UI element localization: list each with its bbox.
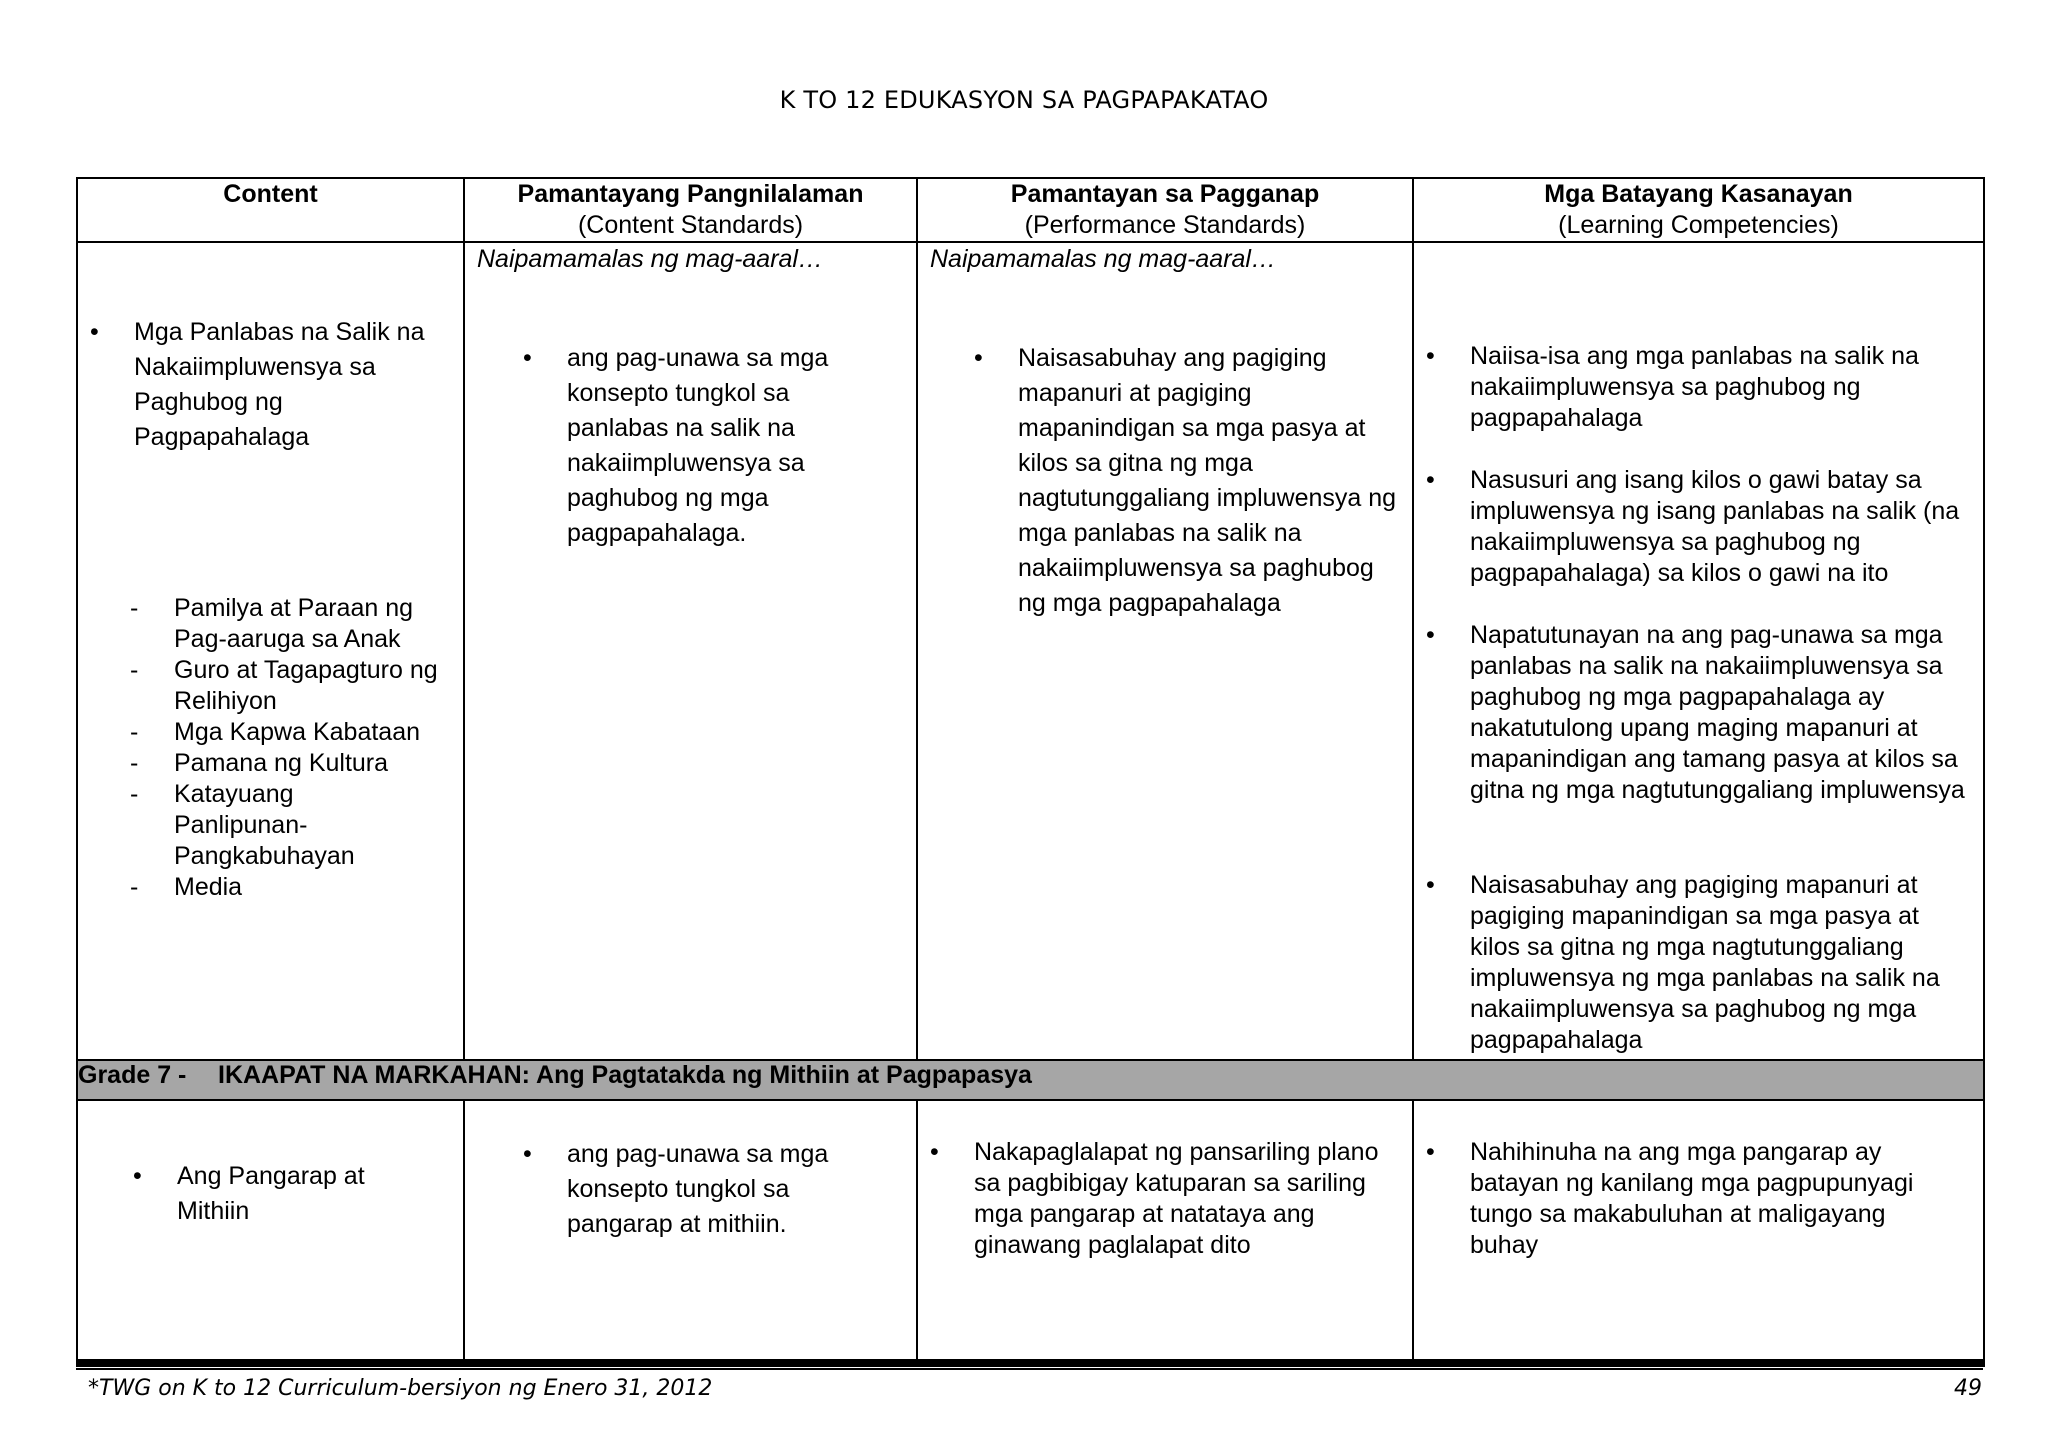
header-content-standards: Pamantayang Pangnilalaman (Content Standards) xyxy=(464,178,917,242)
competencies-cell xyxy=(1413,242,1984,1060)
bullet-icon: • xyxy=(523,344,532,372)
list-item: - Mga Kapwa Kabataan xyxy=(130,718,421,746)
document-title: K TO 12 EDUKASYON SA PAGPAPAKATAO xyxy=(779,86,1269,114)
header-performance-standards: Pamantayan sa Pagganap (Performance Standards) xyxy=(917,178,1413,242)
bullet-icon: • xyxy=(523,1140,532,1168)
list-item: - Pamilya at Paraan ng Pag-aaruga sa Anak xyxy=(130,594,414,653)
footer-divider xyxy=(76,1368,1983,1370)
bullet-icon: • xyxy=(1426,466,1435,494)
header-learning-competencies: Mga Batayang Kasanayan (Learning Competencies) xyxy=(1413,178,1984,242)
performance-standard-item: • Nakapaglalapat ng pansariling plano sa pagbibigay katuparan sa sariling mga pangarap at natataya ang ginawang paglalapat dito xyxy=(930,1138,1379,1259)
bullet-icon: • xyxy=(133,1162,142,1190)
quarter-band xyxy=(77,1060,1984,1100)
competency-item: • Nasusuri ang isang kilos o gawi batay sa impluwensya ng isang panlabas na salik (na nakaiimpluwensya sa paghubog ng pagpapahalaga) sa kilos o gawi na ito xyxy=(1426,466,1960,587)
bullet-icon: • xyxy=(1426,1138,1435,1166)
table-row xyxy=(77,1100,1984,1366)
competency-item: • Nahihinuha na ang mga pangarap ay batayan ng kanilang mga pagpupunyagi tungo sa makabuluhan at maligayang buhay xyxy=(1426,1138,1914,1259)
header-row xyxy=(77,178,1984,242)
table-row xyxy=(77,242,1984,1060)
list-item: - Guro at Tagapagturo ng Relihiyon xyxy=(130,656,438,715)
list-item: - Katayuang Panlipunan-Pangkabuhayan xyxy=(130,780,355,870)
content-subtopic-list xyxy=(130,593,446,903)
bullet-icon: • xyxy=(974,344,983,372)
footer-source: *TWG on K to 12 Curriculum-bersiyon ng Enero 31, 2012 xyxy=(88,1376,713,1401)
grade-label: Grade 7 - xyxy=(78,1061,187,1089)
header-content: Content xyxy=(77,178,464,242)
competency-item: • Naiisa-isa ang mga panlabas na salik na nakaiimpluwensya sa paghubog ng pagpapahalaga xyxy=(1426,342,1919,432)
bullet-icon: • xyxy=(1426,342,1435,370)
competency-item: • Napatutunayan na ang pag-unawa sa mga panlabas na salik na nakaiimpluwensya sa paghubog ng mga pagpapahalaga ay nakatutulong upang maging mapanuri at mapanindigan ang tamang pasya at kilos sa gitna ng mga nagtutunggaliang impluwensya xyxy=(1426,621,1965,804)
competencies-cell xyxy=(1413,1100,1984,1366)
performance-standards-cell: Naipamamalas ng mag-aaral… • Naisasabuhay ang pagiging mapanuri at pagiging mapanindigan sa mga pasya at kilos sa gitna ng mga nagtutunggaliang impluwensya ng mga panlabas na salik na nakaiimpluwensya sa paghubog ng mga pagpapahalaga xyxy=(917,242,1413,1060)
footer-divider xyxy=(76,1359,1983,1365)
competency-item: • Naisasabuhay ang pagiging mapanuri at pagiging mapanindigan sa mga pasya at kilos sa gitna ng mga nagtutunggaliang impluwensya ng mga panlabas na salik na nakaiimpluwensya sa paghubog ng mga pagpapahalaga xyxy=(1426,871,1940,1054)
page-number: 49 xyxy=(1954,1376,1982,1401)
content-cell: • Ang Pangarap at Mithiin xyxy=(77,1100,464,1366)
intro-text: Naipamamalas ng mag-aaral… xyxy=(477,245,823,273)
quarter-title: IKAAPAT NA MARKAHAN: Ang Pagtatakda ng Mithiin at Pagpapasya xyxy=(218,1061,1032,1089)
intro-text: Naipamamalas ng mag-aaral… xyxy=(930,245,1276,273)
list-item: - Pamana ng Kultura xyxy=(130,749,389,777)
bullet-icon: • xyxy=(930,1138,939,1166)
bullet-icon: • xyxy=(90,318,99,346)
content-standards-cell: • ang pag-unawa sa mga konsepto tungkol sa pangarap at mithiin. xyxy=(464,1100,917,1366)
curriculum-table xyxy=(76,177,1985,1367)
content-standards-cell: Naipamamalas ng mag-aaral… • ang pag-unawa sa mga konsepto tungkol sa panlabas na salik na nakaiimpluwensya sa paghubog ng mga pagpapahalaga. xyxy=(464,242,917,1060)
performance-standards-cell xyxy=(917,1100,1413,1366)
quarter-band-cell xyxy=(77,1060,1984,1100)
list-item: - Media xyxy=(130,873,243,901)
content-cell: • Mga Panlabas na Salik na Nakaiimpluwensya sa Paghubog ng Pagpapahalaga - Pamilya at Paraan ng Pag-aaruga sa Anak - Guro at Tagapagturo ng Relihiyon - Mga Kapwa Kabataan - Pamana ng Kultura - Katayuang Panlipunan-Pangkabuhayan - Media xyxy=(77,242,464,1060)
bullet-icon: • xyxy=(1426,621,1435,649)
bullet-icon: • xyxy=(1426,871,1435,899)
